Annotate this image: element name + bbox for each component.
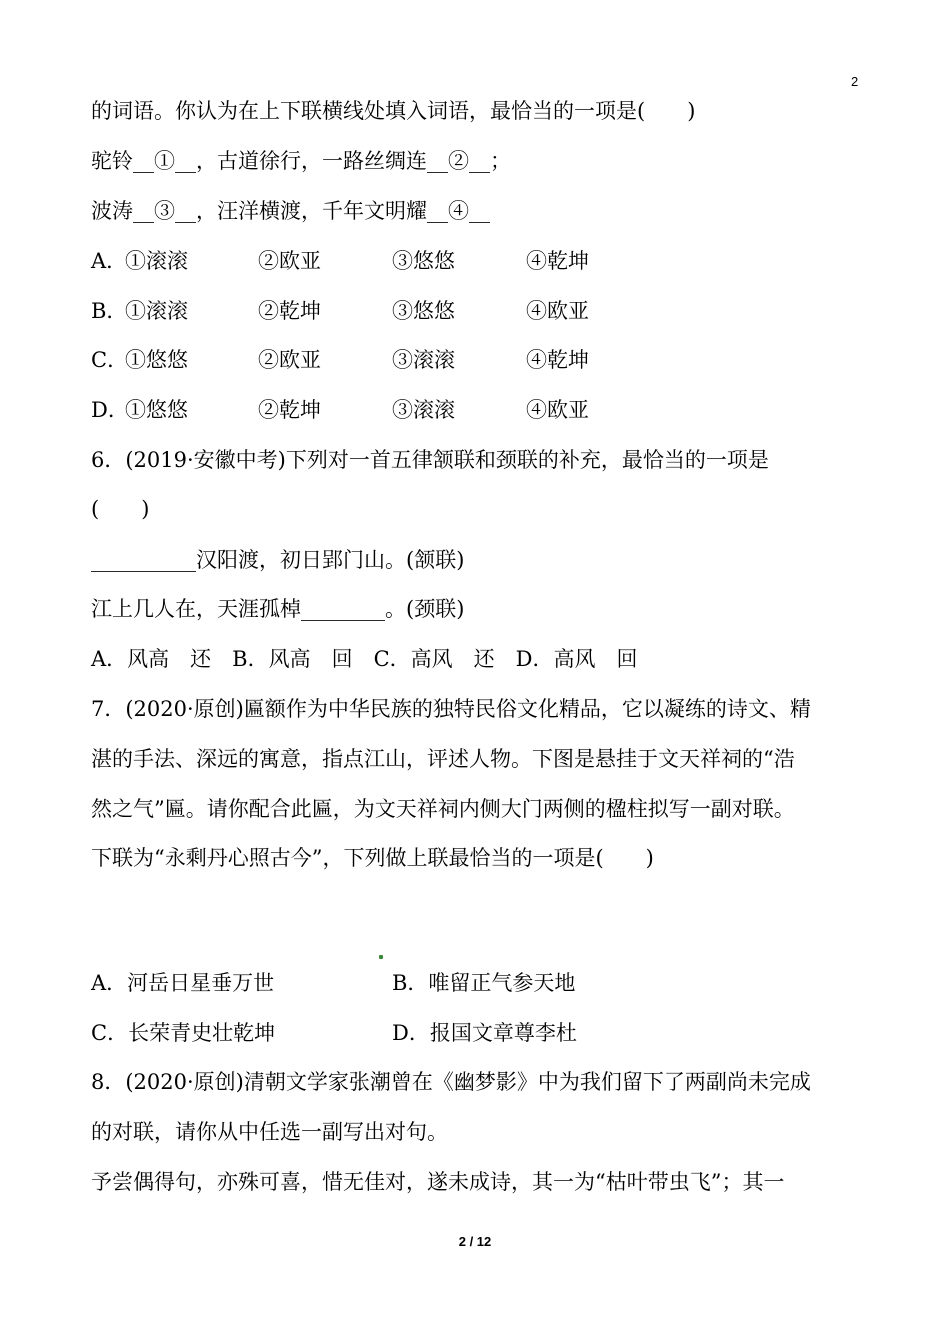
header-page-number: 2 (851, 74, 859, 89)
q6-options: A．风高 还 B．风高 回 C．高风 还 D．高风 回 (91, 647, 638, 671)
option-word-3: ③悠悠 (392, 299, 455, 323)
q6-couplet-line2: 江上几人在，天涯孤棹________。(颈联) (91, 597, 465, 621)
option-word-1: ①悠悠 (125, 398, 188, 422)
q8-line1: 8．(2020·原创)清朝文学家张潮曾在《幽梦影》中为我们留下了两副尚未完成 (91, 1070, 811, 1094)
option-letter: A． (91, 249, 128, 273)
q8-line3: 予尝偶得句，亦殊可喜，惜无佳对，遂未成诗，其一为“枯叶带虫飞”；其一 (91, 1170, 785, 1194)
q5-intro: 的词语。你认为在上下联横线处填入词语，最恰当的一项是( ) (91, 99, 696, 123)
q6-stem: 6．(2019·安徽中考)下列对一首五律颔联和颈联的补充，最恰当的一项是 (91, 448, 769, 472)
q7-option-a: A．河岳日星垂万世 (91, 971, 275, 995)
option-word-1: ①悠悠 (125, 348, 188, 372)
option-word-2: ②乾坤 (258, 299, 321, 323)
option-word-3: ③滚滚 (392, 348, 455, 372)
q7-line4: 下联为“永剩丹心照古今”，下列做上联最恰当的一项是( ) (91, 846, 654, 870)
q6-answer-paren: ( ) (91, 497, 150, 521)
option-word-4: ④乾坤 (526, 348, 589, 372)
footer-pagination: 2 / 12 (458, 1234, 492, 1249)
option-word-2: ②欧亚 (258, 249, 321, 273)
q8-line2: 的对联，请你从中任选一副写出对句。 (91, 1120, 448, 1144)
q5-couplet-line2: 波涛__③__，汪洋横渡，千年文明耀__④__ (91, 199, 490, 223)
q7-line2: 湛的手法、深远的寓意，指点江山，评述人物。下图是悬挂于文天祥祠的“浩 (91, 747, 795, 771)
option-word-2: ②欧亚 (258, 348, 321, 372)
option-letter: D． (91, 398, 129, 422)
option-word-3: ③滚滚 (392, 398, 455, 422)
q7-option-c: C．长荣青史壮乾坤 (91, 1021, 276, 1045)
q7-option-d: D．报国文章尊李杜 (392, 1021, 577, 1045)
option-word-1: ①滚滚 (125, 299, 188, 323)
q6-couplet-line1: __________汉阳渡，初日郢门山。(颔联) (91, 548, 465, 572)
option-word-4: ④欧亚 (526, 398, 589, 422)
q5-couplet-line1: 驼铃__①__，古道徐行，一路丝绸连__②__； (91, 149, 511, 173)
option-word-3: ③悠悠 (392, 249, 455, 273)
option-word-1: ①滚滚 (125, 249, 188, 273)
option-word-4: ④欧亚 (526, 299, 589, 323)
option-word-4: ④乾坤 (526, 249, 589, 273)
option-letter: B． (91, 299, 128, 323)
option-letter: C． (91, 348, 129, 372)
option-word-2: ②乾坤 (258, 398, 321, 422)
q7-option-b: B．唯留正气参天地 (392, 971, 576, 995)
image-placeholder-marker (379, 955, 383, 959)
q7-line1: 7．(2020·原创)匾额作为中华民族的独特民俗文化精品，它以凝练的诗文、精 (91, 697, 811, 721)
q7-line3: 然之气”匾。请你配合此匾，为文天祥祠内侧大门两侧的楹柱拟写一副对联。 (91, 797, 795, 821)
